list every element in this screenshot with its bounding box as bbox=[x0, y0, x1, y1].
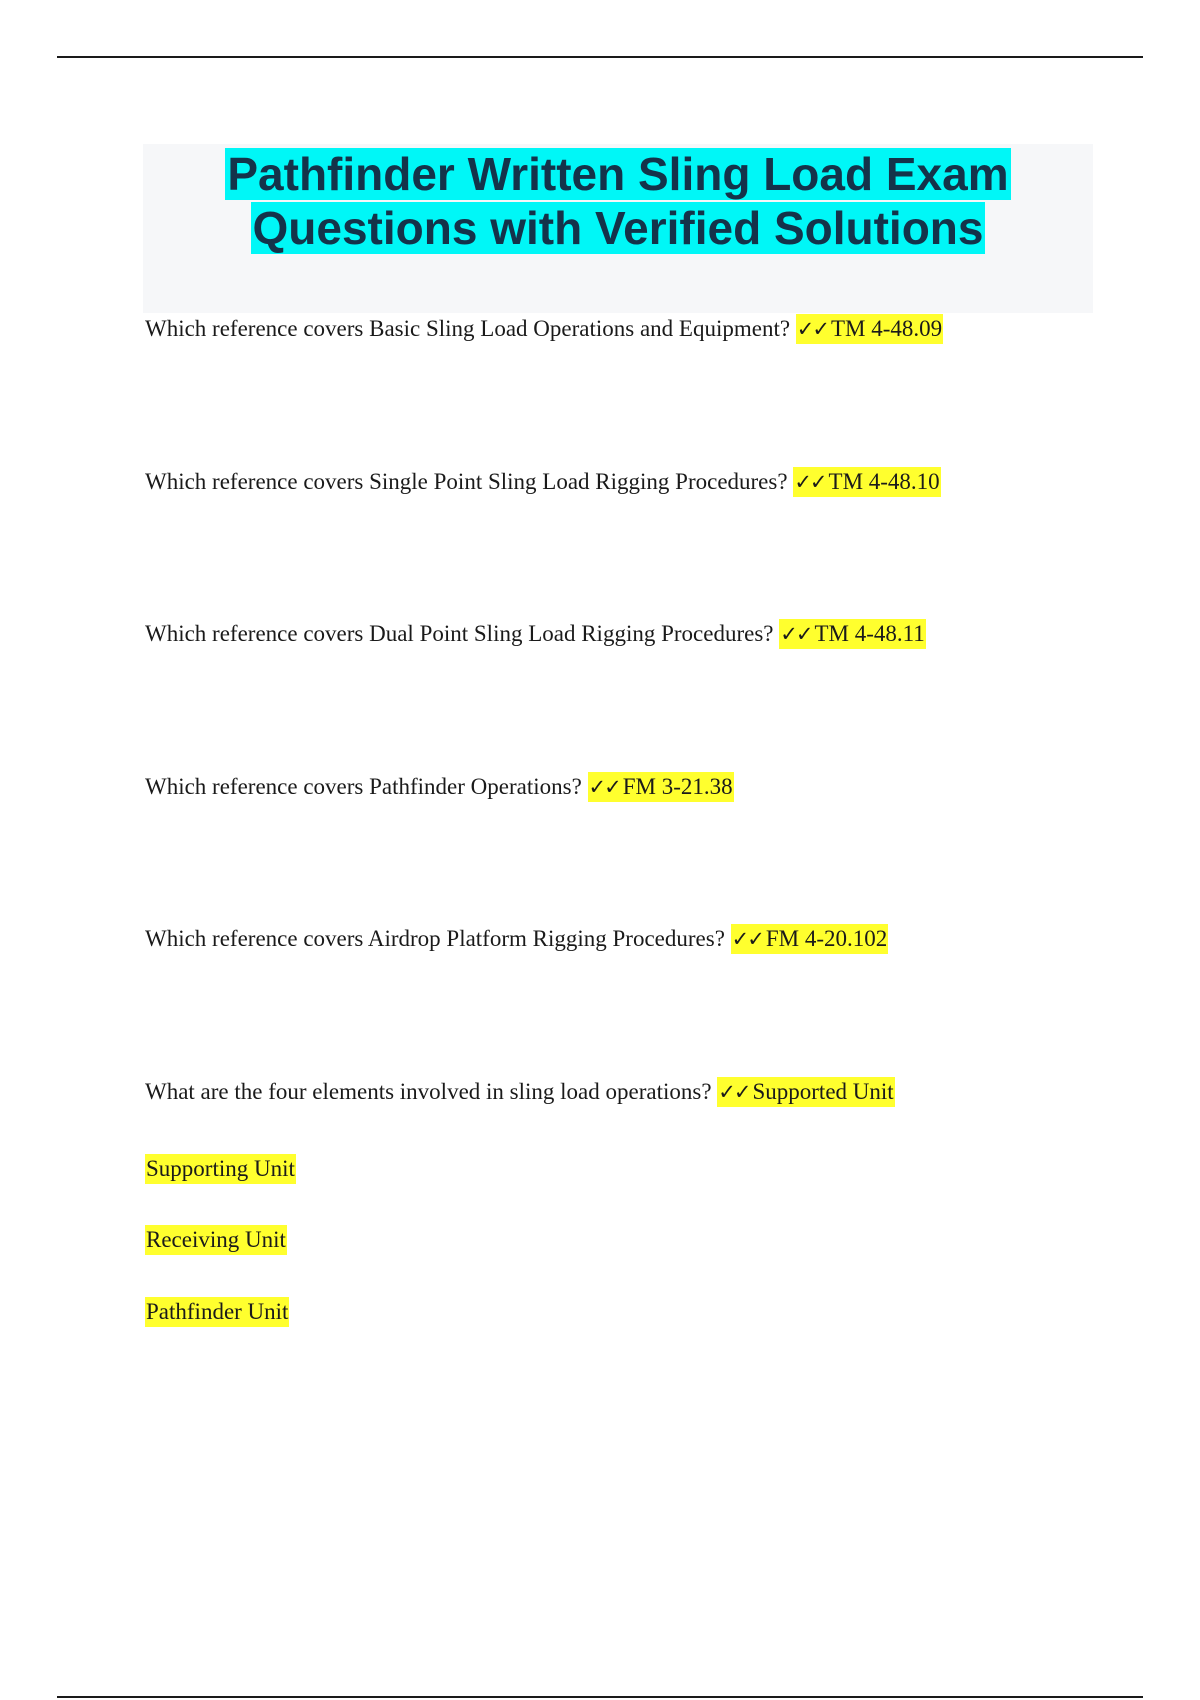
answer-text: Receiving Unit bbox=[145, 1225, 287, 1255]
qa-item-1 bbox=[145, 314, 943, 344]
question-text: What are the four elements involved in sling load operations? bbox=[145, 1079, 718, 1104]
header-rule bbox=[57, 56, 1143, 58]
answer-highlight bbox=[588, 772, 734, 802]
question-text: Which reference covers Dual Point Sling Load Rigging Procedures? bbox=[145, 621, 780, 646]
answer-highlight bbox=[796, 314, 943, 344]
answer-highlight bbox=[731, 924, 889, 954]
answer-text: FM 4-20.102 bbox=[765, 926, 888, 951]
footer-rule bbox=[57, 1696, 1143, 1698]
answer-text: TM 4-48.10 bbox=[828, 469, 940, 494]
double-check-icon: ✓✓ bbox=[731, 927, 763, 951]
answer-continuation-1 bbox=[145, 1154, 296, 1184]
answer-highlight bbox=[793, 467, 940, 497]
answer-continuation-3 bbox=[145, 1297, 289, 1327]
qa-item-2 bbox=[145, 467, 941, 497]
answer-text: Supported Unit bbox=[752, 1079, 894, 1104]
qa-item-5 bbox=[145, 924, 888, 954]
answer-text: FM 3-21.38 bbox=[622, 774, 733, 799]
answer-continuation-2 bbox=[145, 1225, 287, 1255]
double-check-icon: ✓✓ bbox=[780, 622, 812, 646]
question-text: Which reference covers Single Point Sling Load Rigging Procedures? bbox=[145, 469, 794, 494]
question-text: Which reference covers Basic Sling Load Operations and Equipment? bbox=[145, 316, 796, 341]
document-title bbox=[225, 147, 1010, 255]
question-text: Which reference covers Airdrop Platform Rigging Procedures? bbox=[145, 926, 731, 951]
answer-highlight bbox=[779, 619, 926, 649]
answer-highlight bbox=[717, 1077, 894, 1107]
qa-item-4 bbox=[145, 772, 734, 802]
title-block bbox=[143, 144, 1093, 313]
title-line-2: Questions with Verified Solutions bbox=[252, 202, 984, 254]
double-check-icon: ✓✓ bbox=[718, 1080, 750, 1104]
answer-text: Supporting Unit bbox=[145, 1154, 296, 1184]
double-check-icon: ✓✓ bbox=[588, 775, 620, 799]
question-text: Which reference covers Pathfinder Operations? bbox=[145, 774, 588, 799]
qa-item-6 bbox=[145, 1077, 895, 1107]
answer-text: TM 4-48.09 bbox=[831, 316, 943, 341]
title-line-1: Pathfinder Written Sling Load Exam bbox=[227, 148, 1009, 200]
double-check-icon: ✓✓ bbox=[796, 317, 828, 341]
answer-text: TM 4-48.11 bbox=[814, 621, 925, 646]
answer-text: Pathfinder Unit bbox=[145, 1297, 289, 1327]
qa-item-3 bbox=[145, 619, 926, 649]
double-check-icon: ✓✓ bbox=[794, 470, 826, 494]
